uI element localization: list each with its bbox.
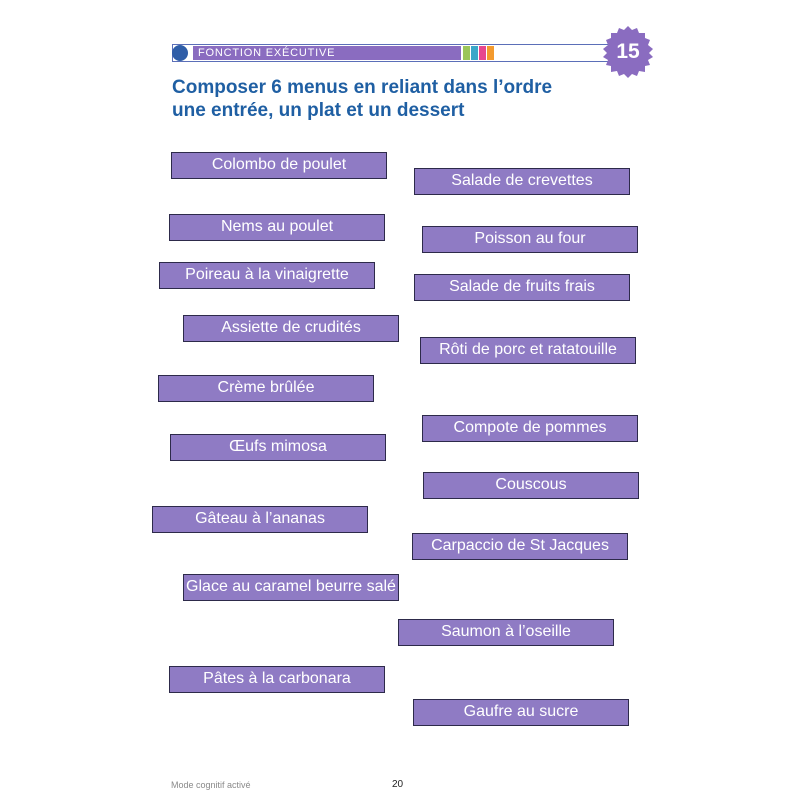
dish-card[interactable]: Poireau à la vinaigrette	[159, 262, 375, 289]
dish-card[interactable]: Colombo de poulet	[171, 152, 387, 179]
dish-card[interactable]: Nems au poulet	[169, 214, 385, 241]
color-swatch-pink	[479, 46, 486, 60]
dish-card[interactable]: Compote de pommes	[422, 415, 638, 442]
color-swatch-orange	[487, 46, 494, 60]
dish-card[interactable]: Salade de fruits frais	[414, 274, 630, 301]
instruction-title	[172, 76, 592, 122]
color-swatch-blue	[471, 46, 478, 60]
dish-card[interactable]: Salade de crevettes	[414, 168, 630, 195]
dish-card[interactable]: Couscous	[423, 472, 639, 499]
dish-card[interactable]: Gâteau à l’ananas	[152, 506, 368, 533]
dish-card[interactable]: Glace au caramel beurre salé	[183, 574, 399, 601]
dish-card[interactable]: Crème brûlée	[158, 375, 374, 402]
exercise-number: 15	[616, 40, 640, 63]
dish-card[interactable]: Œufs mimosa	[170, 434, 386, 461]
dish-card[interactable]: Poisson au four	[422, 226, 638, 253]
section-bullet-icon	[172, 45, 188, 61]
section-label: FONCTION EXÉCUTIVE	[198, 47, 336, 59]
footer-source: Mode cognitif activé	[171, 780, 251, 790]
instruction-line-1: Composer 6 menus en reliant dans l’ordre	[172, 77, 553, 98]
dish-card[interactable]: Gaufre au sucre	[413, 699, 629, 726]
dish-card[interactable]: Assiette de crudités	[183, 315, 399, 342]
color-swatch-green	[463, 46, 470, 60]
dish-card[interactable]: Saumon à l’oseille	[398, 619, 614, 646]
dish-card[interactable]: Pâtes à la carbonara	[169, 666, 385, 693]
page-number: 20	[392, 779, 404, 790]
instruction-line-2: une entrée, un plat et un dessert	[172, 100, 465, 121]
dish-card[interactable]: Carpaccio de St Jacques	[412, 533, 628, 560]
dish-card[interactable]: Rôti de porc et ratatouille	[420, 337, 636, 364]
